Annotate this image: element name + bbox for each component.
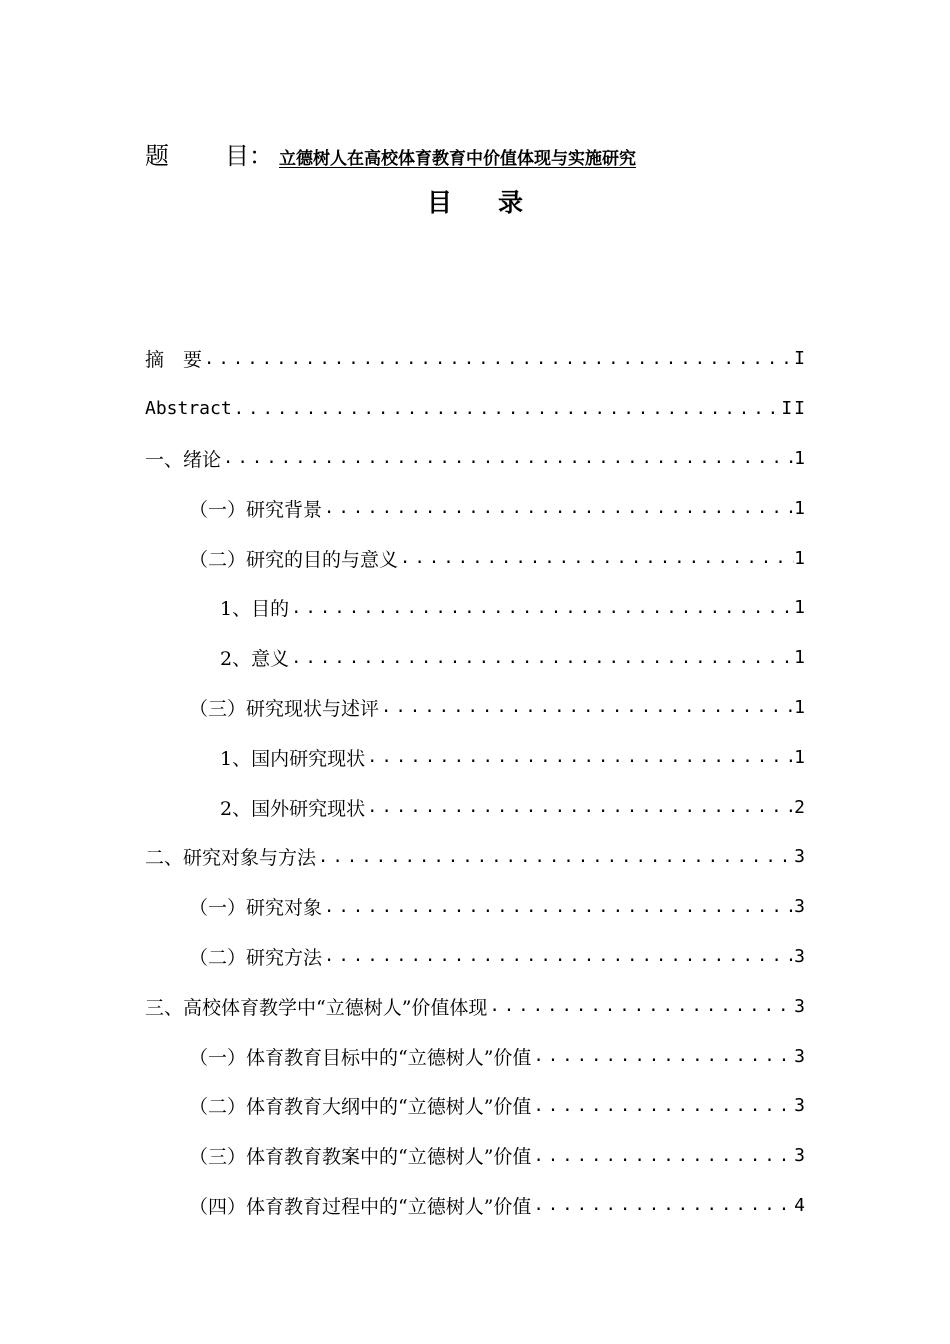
toc-entry-abstract-cn[interactable] — [145, 334, 807, 384]
toc-page-number: 1 — [794, 746, 807, 768]
toc-entry-research-status[interactable] — [145, 683, 807, 733]
toc-leader-dots — [531, 1195, 794, 1215]
toc-entry-significance[interactable] — [145, 633, 807, 683]
toc-page-number: II — [781, 398, 807, 420]
title-label-char-2: 目： — [225, 142, 273, 170]
toc-entry-purpose[interactable] — [145, 583, 807, 633]
toc-page-number: 3 — [794, 846, 807, 868]
title-label — [145, 136, 273, 171]
toc-entry-objects-methods[interactable] — [145, 832, 807, 882]
toc-leader-dots — [365, 747, 794, 767]
toc-entry-research-method[interactable] — [145, 932, 807, 982]
toc-page-number: 1 — [794, 597, 807, 619]
toc-entry-syllabus-value[interactable] — [145, 1081, 807, 1131]
toc-entry-goal-value[interactable] — [145, 1031, 807, 1081]
toc-entry-text: （四）体育教育过程中的“立德树人”价值 — [189, 1195, 532, 1218]
toc-entry-text: （三）研究现状与述评 — [189, 697, 380, 720]
toc-entry-text: 2、意义 — [220, 648, 290, 671]
toc-entry-text: 一、绪论 — [145, 448, 222, 471]
toc-leader-dots — [322, 946, 794, 966]
toc-entry-text: 1、目的 — [220, 598, 290, 621]
toc-leader-dots — [531, 1046, 794, 1066]
toc-page-number: 3 — [794, 1145, 807, 1167]
toc-entry-text: 1、国内研究现状 — [220, 747, 366, 770]
toc-leader-dots — [398, 548, 794, 568]
toc-entry-text: Abstract — [145, 398, 232, 420]
toc-entry-domestic-status[interactable] — [145, 732, 807, 782]
toc-page-number: 3 — [794, 945, 807, 967]
toc-leader-dots — [531, 1096, 794, 1116]
toc-entry-text: （三）体育教育教案中的“立德树人”价值 — [189, 1146, 532, 1169]
toc-page-number: 2 — [794, 796, 807, 818]
toc-entry-abstract-en[interactable] — [145, 384, 807, 434]
toc-entry-foreign-status[interactable] — [145, 782, 807, 832]
toc-entry-process-value[interactable] — [145, 1181, 807, 1231]
toc-leader-dots — [289, 648, 794, 668]
toc-entry-text: 摘 要 — [145, 349, 203, 372]
toc-page-number: 1 — [794, 447, 807, 469]
toc-entry-text: （二）研究的目的与意义 — [189, 548, 399, 571]
toc-entry-text: 2、国外研究现状 — [220, 797, 366, 820]
toc-entry-text: 二、研究对象与方法 — [145, 847, 317, 870]
toc-entry-research-object[interactable] — [145, 882, 807, 932]
toc-leader-dots — [221, 448, 794, 468]
toc-page-number: 3 — [794, 1095, 807, 1117]
toc-entry-text: （一）研究对象 — [189, 897, 323, 920]
toc-leader-dots — [316, 847, 794, 867]
toc-leader-dots — [289, 598, 794, 618]
toc-page-number: 3 — [794, 995, 807, 1017]
toc-entry-text: （一）研究背景 — [189, 498, 323, 521]
toc-entry-background[interactable] — [145, 483, 807, 533]
toc-leader-dots — [379, 697, 794, 717]
toc-leader-dots — [365, 797, 794, 817]
toc-entry-text: （二）研究方法 — [189, 946, 323, 969]
toc-page-number: I — [794, 348, 807, 370]
toc-entry-purpose-significance[interactable] — [145, 533, 807, 583]
toc-heading-char-1: 目 — [426, 188, 452, 217]
toc-leader-dots — [322, 897, 794, 917]
toc-entry-introduction[interactable] — [145, 434, 807, 484]
toc-entry-value-embodiment[interactable] — [145, 981, 807, 1031]
toc-leader-dots — [531, 1146, 794, 1166]
toc-heading-char-2: 录 — [498, 188, 524, 217]
table-of-contents — [145, 334, 807, 1230]
thesis-title-line — [145, 136, 636, 170]
toc-leader-dots — [202, 349, 794, 369]
toc-leader-dots — [487, 996, 794, 1016]
toc-leader-dots — [322, 498, 794, 518]
toc-entry-text: （二）体育教育大纲中的“立德树人”价值 — [189, 1096, 532, 1119]
toc-page-number: 1 — [794, 547, 807, 569]
toc-entry-text: 三、高校体育教学中“立德树人”价值体现 — [145, 996, 488, 1019]
toc-entry-lesson-plan-value[interactable] — [145, 1131, 807, 1181]
thesis-title: 立德树人在高校体育教育中价值体现与实施研究 — [279, 149, 636, 169]
toc-leader-dots — [232, 399, 782, 419]
toc-page-number: 1 — [794, 647, 807, 669]
toc-page-number: 1 — [794, 696, 807, 718]
toc-page-number: 3 — [794, 896, 807, 918]
toc-page-number: 3 — [794, 1045, 807, 1067]
toc-page-number: 4 — [794, 1194, 807, 1216]
toc-page-number: 1 — [794, 497, 807, 519]
title-label-char-1: 题 — [145, 142, 169, 170]
toc-heading — [0, 183, 950, 219]
toc-entry-text: （一）体育教育目标中的“立德树人”价值 — [189, 1046, 532, 1069]
